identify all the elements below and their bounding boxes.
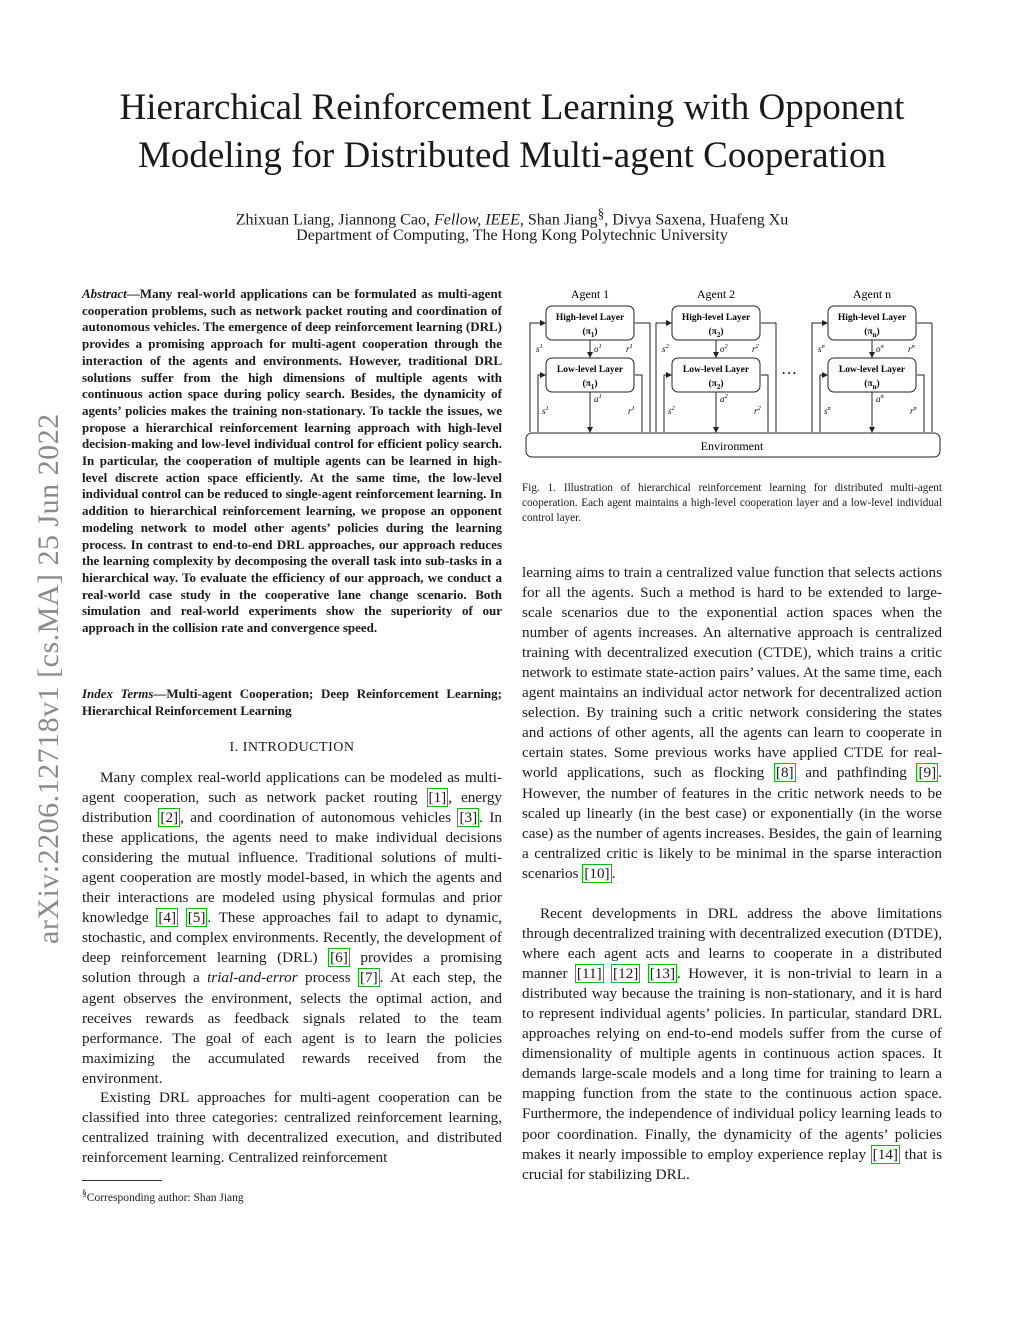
agent-1-r-l: $r^1$ — [628, 405, 635, 416]
intro-paragraph-2 — [82, 1088, 502, 1168]
agent-n-s-l: $s^n$ — [824, 405, 831, 416]
index-terms-label: Index Terms — [82, 686, 154, 701]
text-run: , and coordination of autonomous vehicles — [180, 809, 458, 827]
text-run: and pathfinding — [795, 764, 917, 782]
text-run: . These approaches fail to adapt to dynamic, stochastic, and complex environments. Recently, the development of deep reinforcement learning (DRL) — [82, 909, 503, 967]
citation-link[interactable]: [4] — [158, 909, 177, 927]
agent-n-s-h: $s^n$ — [818, 343, 825, 354]
agent-1-a: $a^1$ — [594, 393, 602, 404]
agent-2-s-l: $s^2$ — [668, 405, 675, 416]
agent-1-s-h: $s^1$ — [536, 343, 543, 354]
agent-2-high-pi: $(\pi_2)$ — [708, 327, 724, 339]
footnote-rule — [82, 1180, 162, 1181]
agent-n-label: Agent n — [852, 287, 892, 301]
agent-2-a: $a^2$ — [720, 393, 728, 404]
agent-n-high-title: High-level Layer — [837, 313, 907, 323]
footnote-mark: § — [82, 1188, 87, 1199]
text-run: . However, it is non-trivial to learn in a distributed way because the training is non-stationary, and it is hard to represent individual agents’ policies. In particular, standard DRL approaches relying on end-to-end models suffer from the curse of dimensionality of multiple agents in continuous action spaces. It demands large-scale models and a long time for training to learn a mapping function from the state to the continuous action space. Furthermore, the independence of individual policy learning leads to poor coordination. Finally, the dynamicity of the agents’ policies makes it nearly impossible to employ experience replay — [522, 965, 943, 1163]
author-names-1: Zhixuan Liang, Jiannong Cao, — [235, 211, 434, 229]
agent-1-r-h: $r^1$ — [626, 343, 633, 354]
text-run: process — [297, 969, 358, 987]
agent-2-diagram — [656, 287, 776, 432]
right-paragraph-1 — [522, 563, 942, 884]
agent-2-o: $o^2$ — [720, 343, 728, 354]
citation-link[interactable]: [11] — [576, 965, 602, 983]
text-run: . In these applications, the agents need to make individual decisions considering the mutual influence. Traditional solutions of multi-agent cooperation are mostly model-based, in which the agents and their interactions are modeled using physical formulas and prior knowledge — [82, 809, 502, 927]
figure-caption: Fig. 1. Illustration of hierarchical reinforcement learning for distributed multi-agent cooperation. Each agent maintains a high-level cooperation layer and a low-level individual control layer. — [522, 482, 942, 524]
agent-1-o: $o^1$ — [594, 343, 602, 354]
citation-link[interactable]: [1] — [428, 789, 447, 807]
agent-n-r-l: $r^n$ — [910, 405, 917, 416]
text-run: that is crucial for stabilizing DRL. — [522, 1145, 942, 1183]
text-run: . — [611, 864, 616, 882]
text-run: . At each step, the agent observes the environment, selects the optimal action, and receives rewards as feedback signals related to the team performance. The goal of each agent is to learn the policies maximizing the accumulated rewards received from the environment. — [82, 969, 502, 1087]
section-heading: I. INTRODUCTION — [229, 740, 355, 755]
emphasis: trial-and-error — [207, 969, 298, 987]
agent-n-a: $a^n$ — [876, 393, 884, 404]
text-run — [604, 965, 611, 982]
author-mark: § — [597, 206, 605, 221]
citation-link[interactable]: [8] — [775, 764, 794, 782]
agent-2-low-pi: $(\pi_2)$ — [708, 379, 724, 391]
citation-link[interactable]: [6] — [330, 949, 348, 967]
intro-paragraph-1 — [82, 768, 502, 1089]
paper-title: Hierarchical Reinforcement Learning with Opponent Modeling for Distributed Multi-agent Cooperation — [119, 87, 905, 176]
agent-1-label: Agent 1 — [570, 287, 610, 301]
agent-2-low-title: Low-level Layer — [682, 365, 750, 375]
agent-n-high-pi: $(\pi_n)$ — [864, 327, 880, 339]
text-run: Many complex real-world applications can be modeled as multi-agent cooperation, such as network packet routing — [82, 769, 502, 807]
agent-n-o: $o^n$ — [876, 343, 884, 354]
agent-2-high-title: High-level Layer — [681, 313, 751, 323]
agent-1-s-l: $s^1$ — [542, 405, 549, 416]
author-fellow: Fellow, IEEE — [433, 211, 520, 229]
citation-link[interactable]: [3] — [459, 809, 478, 827]
agent-1-diagram — [530, 287, 650, 432]
citation-link[interactable]: [14] — [872, 1145, 898, 1163]
agent-n-low-pi: $(\pi_n)$ — [864, 379, 880, 391]
agents-ellipsis: … — [781, 361, 797, 378]
agent-n-r-h: $r^n$ — [908, 343, 915, 354]
footnote-text: Corresponding author: Shan Jiang — [86, 1191, 244, 1204]
footnote — [82, 1186, 502, 1206]
abstract — [82, 286, 502, 637]
author-names-3: , Divya Saxena, Huafeng Xu — [604, 211, 789, 229]
citation-link[interactable]: [10] — [584, 864, 610, 882]
abstract-text: —Many real-world applications can be formulated as multi-agent cooperation problems, such as network packet routing and coordination of autonomous vehicles. The emergence of deep reinforcement learning (DRL) provides a promising approach for multi-agent cooperation through the interaction of the agents and environments. However, traditional DRL solutions suffer from the high dimensions of multiple agents with continuous action space during policy search. Besides, the dynamicity of agents’ policies makes the training non-stationary. To tackle the issues, we propose a hierarchical reinforcement learning approach with high-level decision-making and low-level individual control for efficient policy search. In particular, the cooperation of multiple agents can be learned in high-level discrete action space efficiently. At the same time, the low-level individual control can be reduced to single-agent reinforcement learning. In addition to hierarchical reinforcement learning, we propose an opponent modeling network to model other agents’ policies during the learning process. In contrast to end-to-end DRL approaches, our approach reduces the learning complexity by decomposing the overall task into sub-tasks in a hierarchical way. To evaluate the efficiency of our approach, we conduct a real-world case study in the cooperative lane change scenario. Both simulation and real-world experiments show the superiority of our approach in the collision rate and convergence speed. — [82, 286, 502, 636]
text-run: learning aims to train a centralized value function that selects actions for all the agents. Such a method is hard to be extended to large-scale scenarios due to the exponential action spaces when the number of agents increases. An alternative approach is centralized training with decentralized execution (CTDE), which trains a critic network to estimate state-action pairs’ values. At the same time, each agent maintains an individual actor network for decentralized action selection. By training such a critic network considering the states and actions of other agents, all the agents can learn to cooperate in certain states. Some previous works have applied CTDE for real-world applications, such as flocking — [522, 564, 942, 782]
figure-1 — [522, 282, 942, 462]
agent-2-r-h: $r^2$ — [752, 343, 759, 354]
agent-1-low-title: Low-level Layer — [556, 365, 624, 375]
agent-1-high-pi: $(\pi_1)$ — [582, 327, 598, 339]
agent-2-label: Agent 2 — [696, 287, 736, 301]
text-run: , energy distribution — [82, 789, 503, 827]
affiliation: Department of Computing, The Hong Kong Polytechnic University — [296, 227, 728, 244]
arxiv-stamp: arXiv:2206.12718v1 [cs.MA] 25 Jun 2022 — [32, 413, 65, 944]
author-names-2: , Shan Jiang — [519, 211, 598, 229]
index-terms-text: —Multi-agent Cooperation; Deep Reinforcement Learning; Hierarchical Reinforcement Learning — [82, 686, 502, 718]
agent-n-low-title: Low-level Layer — [838, 365, 906, 375]
right-paragraph-2 — [522, 904, 942, 1185]
abstract-label: Abstract — [82, 286, 127, 301]
agent-2-r-l: $r^2$ — [754, 405, 761, 416]
citation-link[interactable]: [5] — [187, 909, 206, 927]
citation-link[interactable]: [2] — [160, 809, 179, 827]
text-run — [640, 965, 647, 982]
citation-link[interactable]: [13] — [649, 965, 676, 983]
text-run: . However, the number of features in the critic network needs to be scaled up linearly (in the best case) or exponentially (in the worse case) as the number of agents increases. Besides, the gain of learning a centralized critic is likely to be minimal in the sparse interaction scenarios — [522, 764, 942, 882]
intro-paragraph-2-text: Existing DRL approaches for multi-agent cooperation can be classified into three categories: centralized reinforcement learning, centralized training with decentralized execution, and distributed reinforcement learning. Centralized reinforcement — [82, 1089, 502, 1167]
text-run: provides a promising solution through a — [82, 949, 503, 987]
text-run — [178, 909, 186, 926]
agent-1-high-title: High-level Layer — [555, 313, 625, 323]
agent-n-diagram — [812, 287, 932, 432]
agent-1-low-pi: $(\pi_1)$ — [582, 379, 598, 391]
citation-link[interactable]: [7] — [359, 969, 378, 987]
citation-link[interactable]: [9] — [918, 764, 937, 782]
environment-label: Environment — [700, 439, 764, 453]
index-terms — [82, 686, 502, 719]
citation-link[interactable]: [12] — [613, 965, 639, 983]
agent-2-s-h: $s^2$ — [662, 343, 669, 354]
text-run: Recent developments in DRL address the above limitations through decentralized training with decentralized execution (DTDE), where each agent acts and learns to cooperate in a distributed manner — [522, 905, 942, 983]
